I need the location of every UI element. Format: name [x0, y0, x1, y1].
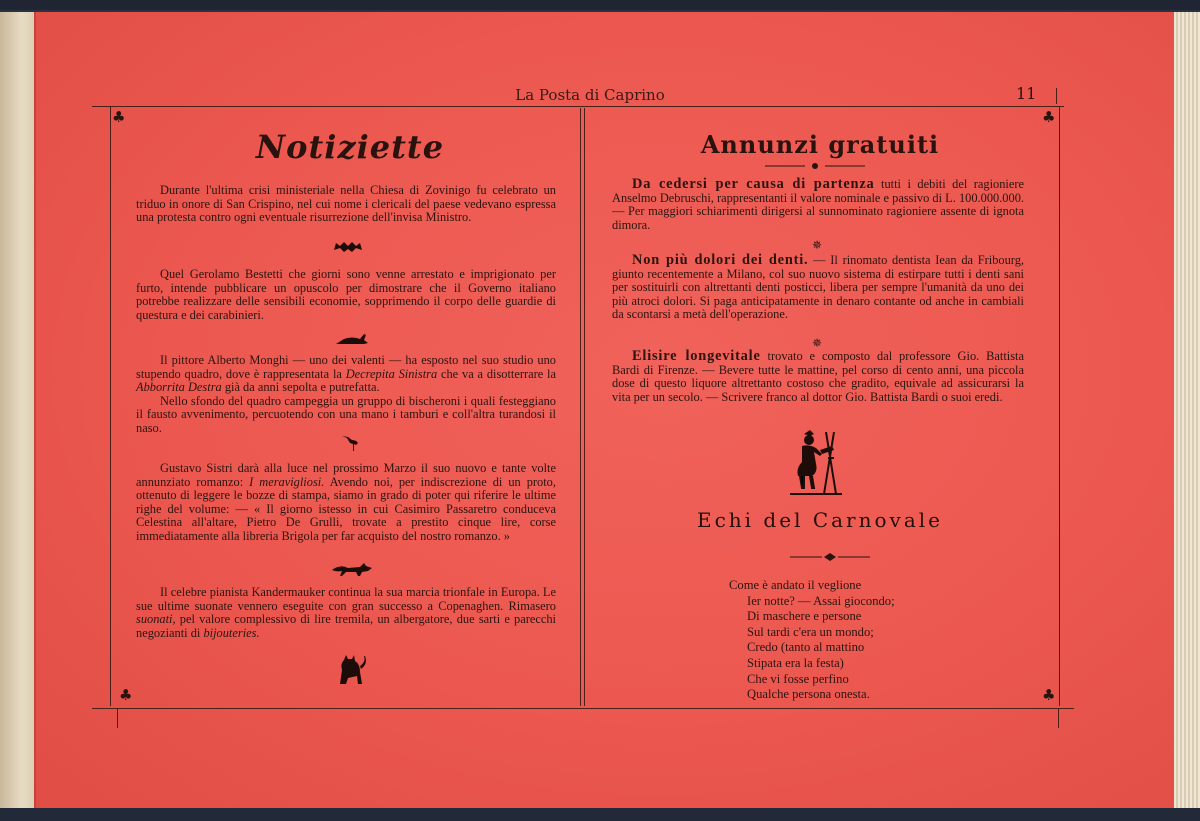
italic-title: Abborrita Destra: [136, 380, 222, 395]
poem-line: Credo (tanto al mattino: [747, 640, 865, 655]
news-text: Il pittore Alberto Monghi — uno dei valenti — ha esposto nel suo studio uno stupendo quadro, dove è rappresentata la: [136, 353, 556, 381]
right-border: [1059, 106, 1060, 706]
page-number: 11: [1016, 84, 1037, 103]
top-rule: [92, 106, 1064, 107]
ad-text: — Il rinomato dentista Iean da Fribourg, giunto recentemente a Milano, col suo nuovo sistema di estirpare tutti i denti sani per sostituirli con altrettanti denti posticci, libera per sempre l'umanità da uno dei più atroci dolori. Si paga anticipatamente in denaro contante od anche in cambiali da scontarsi a metà dell'operazione.: [612, 253, 1024, 322]
news-item: [136, 268, 556, 322]
ad-heading: Non più dolori dei denti.: [632, 252, 809, 268]
fox-icon: [330, 560, 376, 578]
poem-line: Stipata era la festa): [747, 655, 844, 670]
news-item: [136, 586, 556, 640]
ad-item: [612, 254, 1024, 322]
center-rule-b: [584, 108, 585, 706]
ad-text: trovato e composto dal professore Gio. Battista Bardi di Firenze. — Bevere tutte le mattine, pel corso di cento anni, una piccola dose di questo liquore altrettanto costoso che gradito, equivale ad assicurarsi la vita per un secolo. — Scrivere franco al dottor Gio. Battista Bardi o suoi eredi.: [612, 349, 1024, 404]
notiziette-title: Notiziette: [255, 128, 445, 166]
echi-poem: [729, 578, 895, 703]
italic-title: I meravigliosi.: [249, 474, 325, 489]
poem-line: Di maschere e persone: [747, 609, 862, 624]
poem-line: Come è andato il veglione: [729, 578, 862, 592]
poem-line: Ier notte? — Assai giocondo;: [747, 593, 895, 608]
corner-ornament-icon: ♣: [1042, 108, 1056, 126]
sun-fleuron-icon: ✵: [812, 336, 823, 350]
binding-bottom: [0, 808, 1200, 821]
bottom-rule: [92, 708, 1074, 709]
italic-title: Decrepita Sinistra: [345, 366, 438, 381]
annunzi-title: Annunzi gratuiti: [700, 130, 940, 159]
ad-item: [612, 350, 1024, 404]
tick-top-right: [1056, 88, 1057, 104]
news-text: pel valore complessivo di lire tremila, un albergatore, due sarti e parecchi negozianti di: [136, 612, 556, 640]
italic-title: bijouteries.: [203, 625, 260, 640]
title-flourish: [765, 162, 865, 170]
sun-fleuron-icon: ✵: [812, 238, 823, 252]
echi-title: Echi del Carnovale: [697, 508, 943, 532]
news-item: [136, 184, 556, 225]
bat-icon: [334, 240, 362, 256]
painter-icon: [790, 428, 842, 498]
poem-line: Sul tardi c'era un mondo;: [747, 624, 874, 639]
left-border: [110, 106, 111, 706]
corner-ornament-icon: ♣: [112, 108, 126, 126]
news-text: Nello sfondo del quadro campeggia un gruppo di bischeroni i quali festeggiano il fausto avvenimento, percuotendo con una mano i tamburi e coll'altra turandosi il naso.: [136, 393, 556, 435]
stork-icon: [340, 432, 364, 452]
corner-ornament-icon: ♣: [119, 686, 133, 704]
news-text: Gustavo Sistri darà alla luce nel prossimo Marzo il suo nuovo e tante volte annunziato romanzo:: [136, 461, 556, 489]
news-item: [136, 354, 556, 436]
ad-heading: Elisire longevitale: [632, 348, 761, 364]
hare-icon: [334, 330, 370, 346]
news-text: che va a disotterrare la: [437, 366, 556, 381]
corner-ornament-icon: ♣: [1042, 686, 1056, 704]
poem-line: Qualche persona onesta.: [747, 687, 870, 702]
echi-flourish: [790, 552, 870, 562]
news-item: [136, 462, 556, 544]
running-head: La Posta di Caprino: [515, 86, 665, 104]
news-text: Il celebre pianista Kandermauker continua la sua marcia trionfale in Europa. Le sue ultime suonate vennero eseguite con gran successo a Copenaghen. Rimasero: [136, 585, 556, 613]
italic-title: suonati,: [136, 612, 176, 627]
news-text: già da anni sepolta e putrefatta.: [221, 380, 380, 395]
cat-icon: [334, 652, 368, 686]
news-text: Quel Gerolamo Bestetti che giorni sono venne arrestato e imprigionato per furto, intende pubblicare un opuscolo per dimostrare che il Governo italiano potrebbe realizzare delle sensibili economie, sopprimendo il corpo delle guardie di questura e dei carabinieri.: [136, 267, 556, 322]
ad-item: [612, 178, 1024, 232]
poem-line: Che vi fosse perfino: [747, 671, 849, 686]
tick-right: [1058, 708, 1059, 728]
page-stack-edge: [1174, 12, 1200, 808]
news-text: Avendo noi, per indiscrezione di un proto, ottenuto di leggere le bozze di stampa, siamo in grado di poter qui riferire le ultime righe del volume: — « Il giorno istesso in cui Casimiro Passaretro conduceva Celestina all'altare, Pietro De Grulli, trovate a prestito cinque lire, corse immediatamente alla libreria Brigola per far acquisto del nostro romanzo. »: [136, 474, 556, 543]
news-text: Durante l'ultima crisi ministeriale nella Chiesa di Zovinigo fu celebrato un triduo in onore di San Crispino, nel cui nome i clericali del paese vedevano espressa una protesta contro ogni eventuale risurrezione dell'invisa Ministro.: [136, 183, 556, 225]
ad-text: tutti i debiti del ragioniere Anselmo Debruschi, rappresentanti il valore nominale e passivo di L. 100.000.000. — Per maggiori schiarimenti dirigersi al sunnominato ragioniere assente di ignota dimora.: [612, 177, 1024, 232]
binding-top: [0, 0, 1200, 10]
tick-left: [117, 708, 118, 728]
center-rule-a: [580, 108, 581, 706]
ad-heading: Da cedersi per causa di partenza: [632, 176, 875, 192]
